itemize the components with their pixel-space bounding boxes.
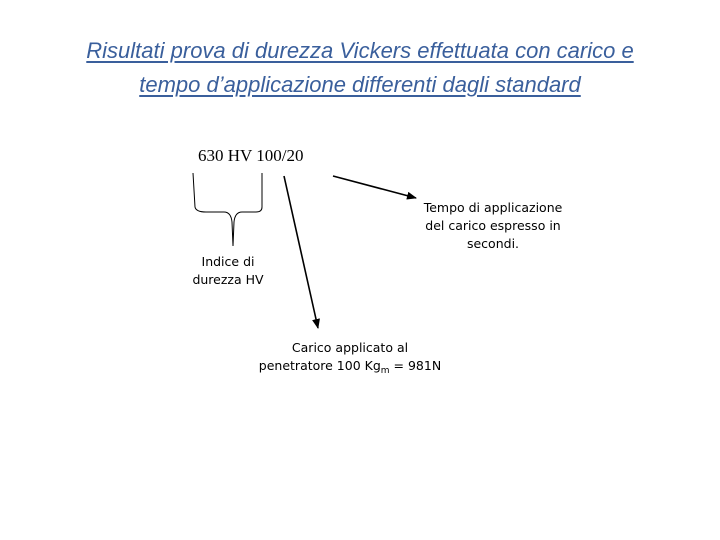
load-arrow (284, 176, 318, 328)
hardness-brace (193, 173, 262, 246)
hardness-index-label (178, 253, 278, 289)
hardness-label-line-2: durezza HV (192, 272, 264, 287)
title-line-1: Risultati prova di durezza Vickers effettuata con carico e (86, 38, 634, 63)
hardness-label-line-1: Indice di (201, 254, 255, 269)
time-label-line-2: del carico espresso in (425, 218, 561, 233)
hardness-notation: 630 HV 100/20 (198, 146, 304, 165)
load-label-subscript: m (380, 366, 390, 376)
load-label-line-1: Carico applicato al (291, 340, 409, 355)
load-label-prefix: penetratore 100 Kg (258, 358, 381, 373)
title-line-2: tempo d’applicazione differenti dagli standard (139, 72, 581, 97)
load-label-line-2 (240, 357, 460, 380)
time-arrow (333, 176, 416, 198)
applied-load-label (240, 339, 460, 380)
load-label-suffix: = 981N (389, 358, 442, 373)
time-label-line-1: Tempo di applicazione (423, 200, 563, 215)
application-time-label (398, 199, 588, 253)
time-label-line-3: secondi. (466, 236, 520, 251)
